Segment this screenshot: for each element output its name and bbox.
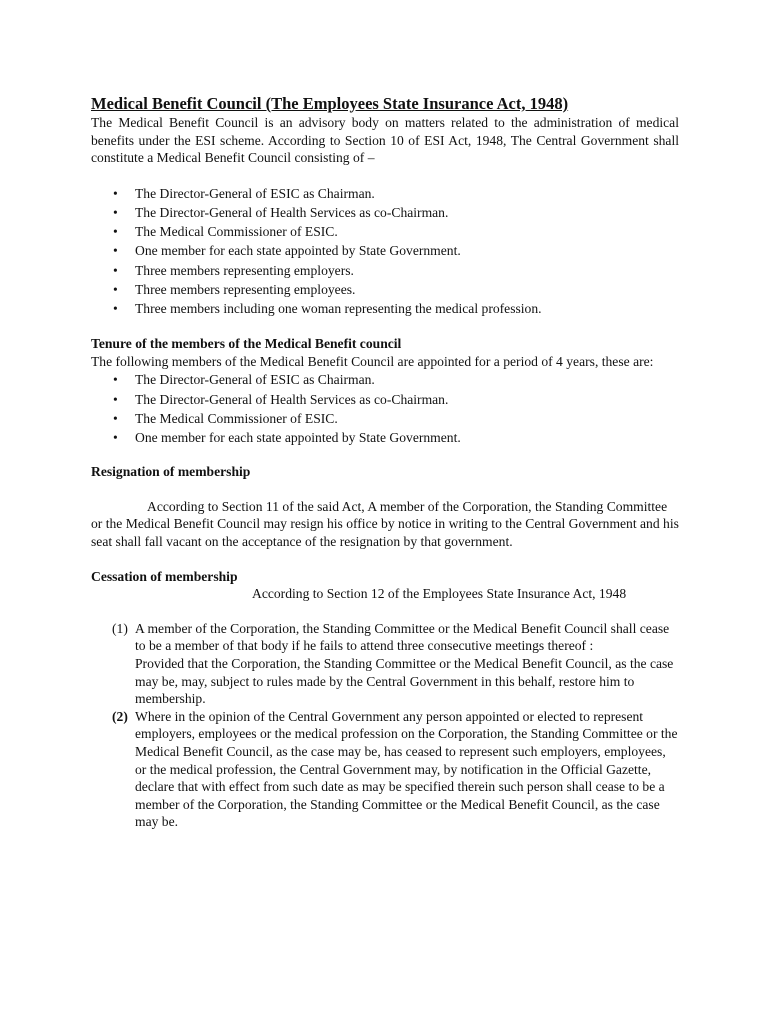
- cessation-list: [91, 620, 679, 831]
- bullet-icon: •: [113, 430, 118, 445]
- list-item: • The Medical Commissioner of ESIC.: [91, 222, 679, 241]
- list-item: • The Director-General of Health Services as co-Chairman.: [91, 390, 679, 409]
- list-item: • The Director-General of ESIC as Chairman.: [91, 370, 679, 389]
- list-item: • The Director-General of ESIC as Chairman.: [91, 184, 679, 203]
- item-number: (1): [112, 620, 128, 636]
- tenure-paragraph: The following members of the Medical Benefit Council are appointed for a period of 4 years, these are:: [91, 353, 654, 369]
- list-item: • One member for each state appointed by State Government.: [91, 428, 679, 447]
- bullet-icon: •: [113, 243, 118, 259]
- list-item: • One member for each state appointed by State Government.: [91, 241, 679, 260]
- bullet-icon: •: [113, 301, 118, 316]
- tenure-heading: Tenure of the members of the Medical Benefit council: [91, 336, 402, 352]
- cessation-subheading: According to Section 12 of the Employees State Insurance Act, 1948: [252, 586, 627, 602]
- cessation-item-text: Where in the opinion of the Central Government any person appointed or elected to represent employers, employees or the medical profession on the Corporation, the Standing Committee or the Medical Benefit Council, as the case may be, has ceased to represent such employers, employees, or the medical profession, the Central Government may, by notification in the Official Gazette, declare that with effect from such date as may be specified therein such person shall cease to be a member of the Corporation, the Standing Committee or the Medical Benefit Council, as the case may be.: [135, 708, 678, 830]
- list-item: • The Director-General of Health Services as co-Chairman.: [91, 203, 679, 222]
- page-title: Medical Benefit Council (The Employees State Insurance Act, 1948): [91, 94, 569, 113]
- composition-list: [91, 184, 679, 318]
- bullet-icon: •: [113, 262, 118, 278]
- resignation-heading: Resignation of membership: [91, 464, 251, 480]
- cessation-heading: Cessation of membership: [91, 568, 238, 584]
- list-item: • Three members including one woman representing the medical profession.: [91, 299, 679, 318]
- list-item: [91, 708, 679, 831]
- list-item: • Three members representing employers.: [91, 261, 679, 280]
- list-item: • The Medical Commissioner of ESIC.: [91, 409, 679, 428]
- item-number: (2): [112, 708, 128, 724]
- document-page: [91, 94, 679, 831]
- bullet-icon: •: [113, 281, 118, 297]
- list-item: [91, 620, 679, 708]
- bullet-icon: •: [113, 391, 118, 407]
- bullet-icon: •: [113, 410, 118, 426]
- cessation-item-proviso: Provided that the Corporation, the Standing Committee or the Medical Benefit Council, as the case may be, may, subject to rules made by the Central Government in this behalf, restore him to membership.: [135, 655, 674, 707]
- bullet-icon: •: [113, 224, 118, 240]
- tenure-list: [91, 370, 679, 447]
- resignation-paragraph: According to Section 11 of the said Act, A member of the Corporation, the Standing Committee or the Medical Benefit Council may resign his office by notice in writing to the Central Government and his seat shall fall vacant on the acceptance of the resignation by that government.: [91, 498, 679, 549]
- cessation-item-text: A member of the Corporation, the Standing Committee or the Medical Benefit Council shall cease to be a member of that body if he fails to attend three consecutive meetings thereof :: [135, 620, 670, 654]
- list-item: • Three members representing employees.: [91, 280, 679, 299]
- bullet-icon: •: [113, 372, 118, 388]
- intro-paragraph: The Medical Benefit Council is an advisory body on matters related to the administration of medical benefits under the ESI scheme. According to Section 10 of ESI Act, 1948, The Central Government shall constitute a Medical Benefit Council consisting of –: [91, 115, 679, 166]
- bullet-icon: •: [113, 185, 118, 201]
- bullet-icon: •: [113, 204, 118, 220]
